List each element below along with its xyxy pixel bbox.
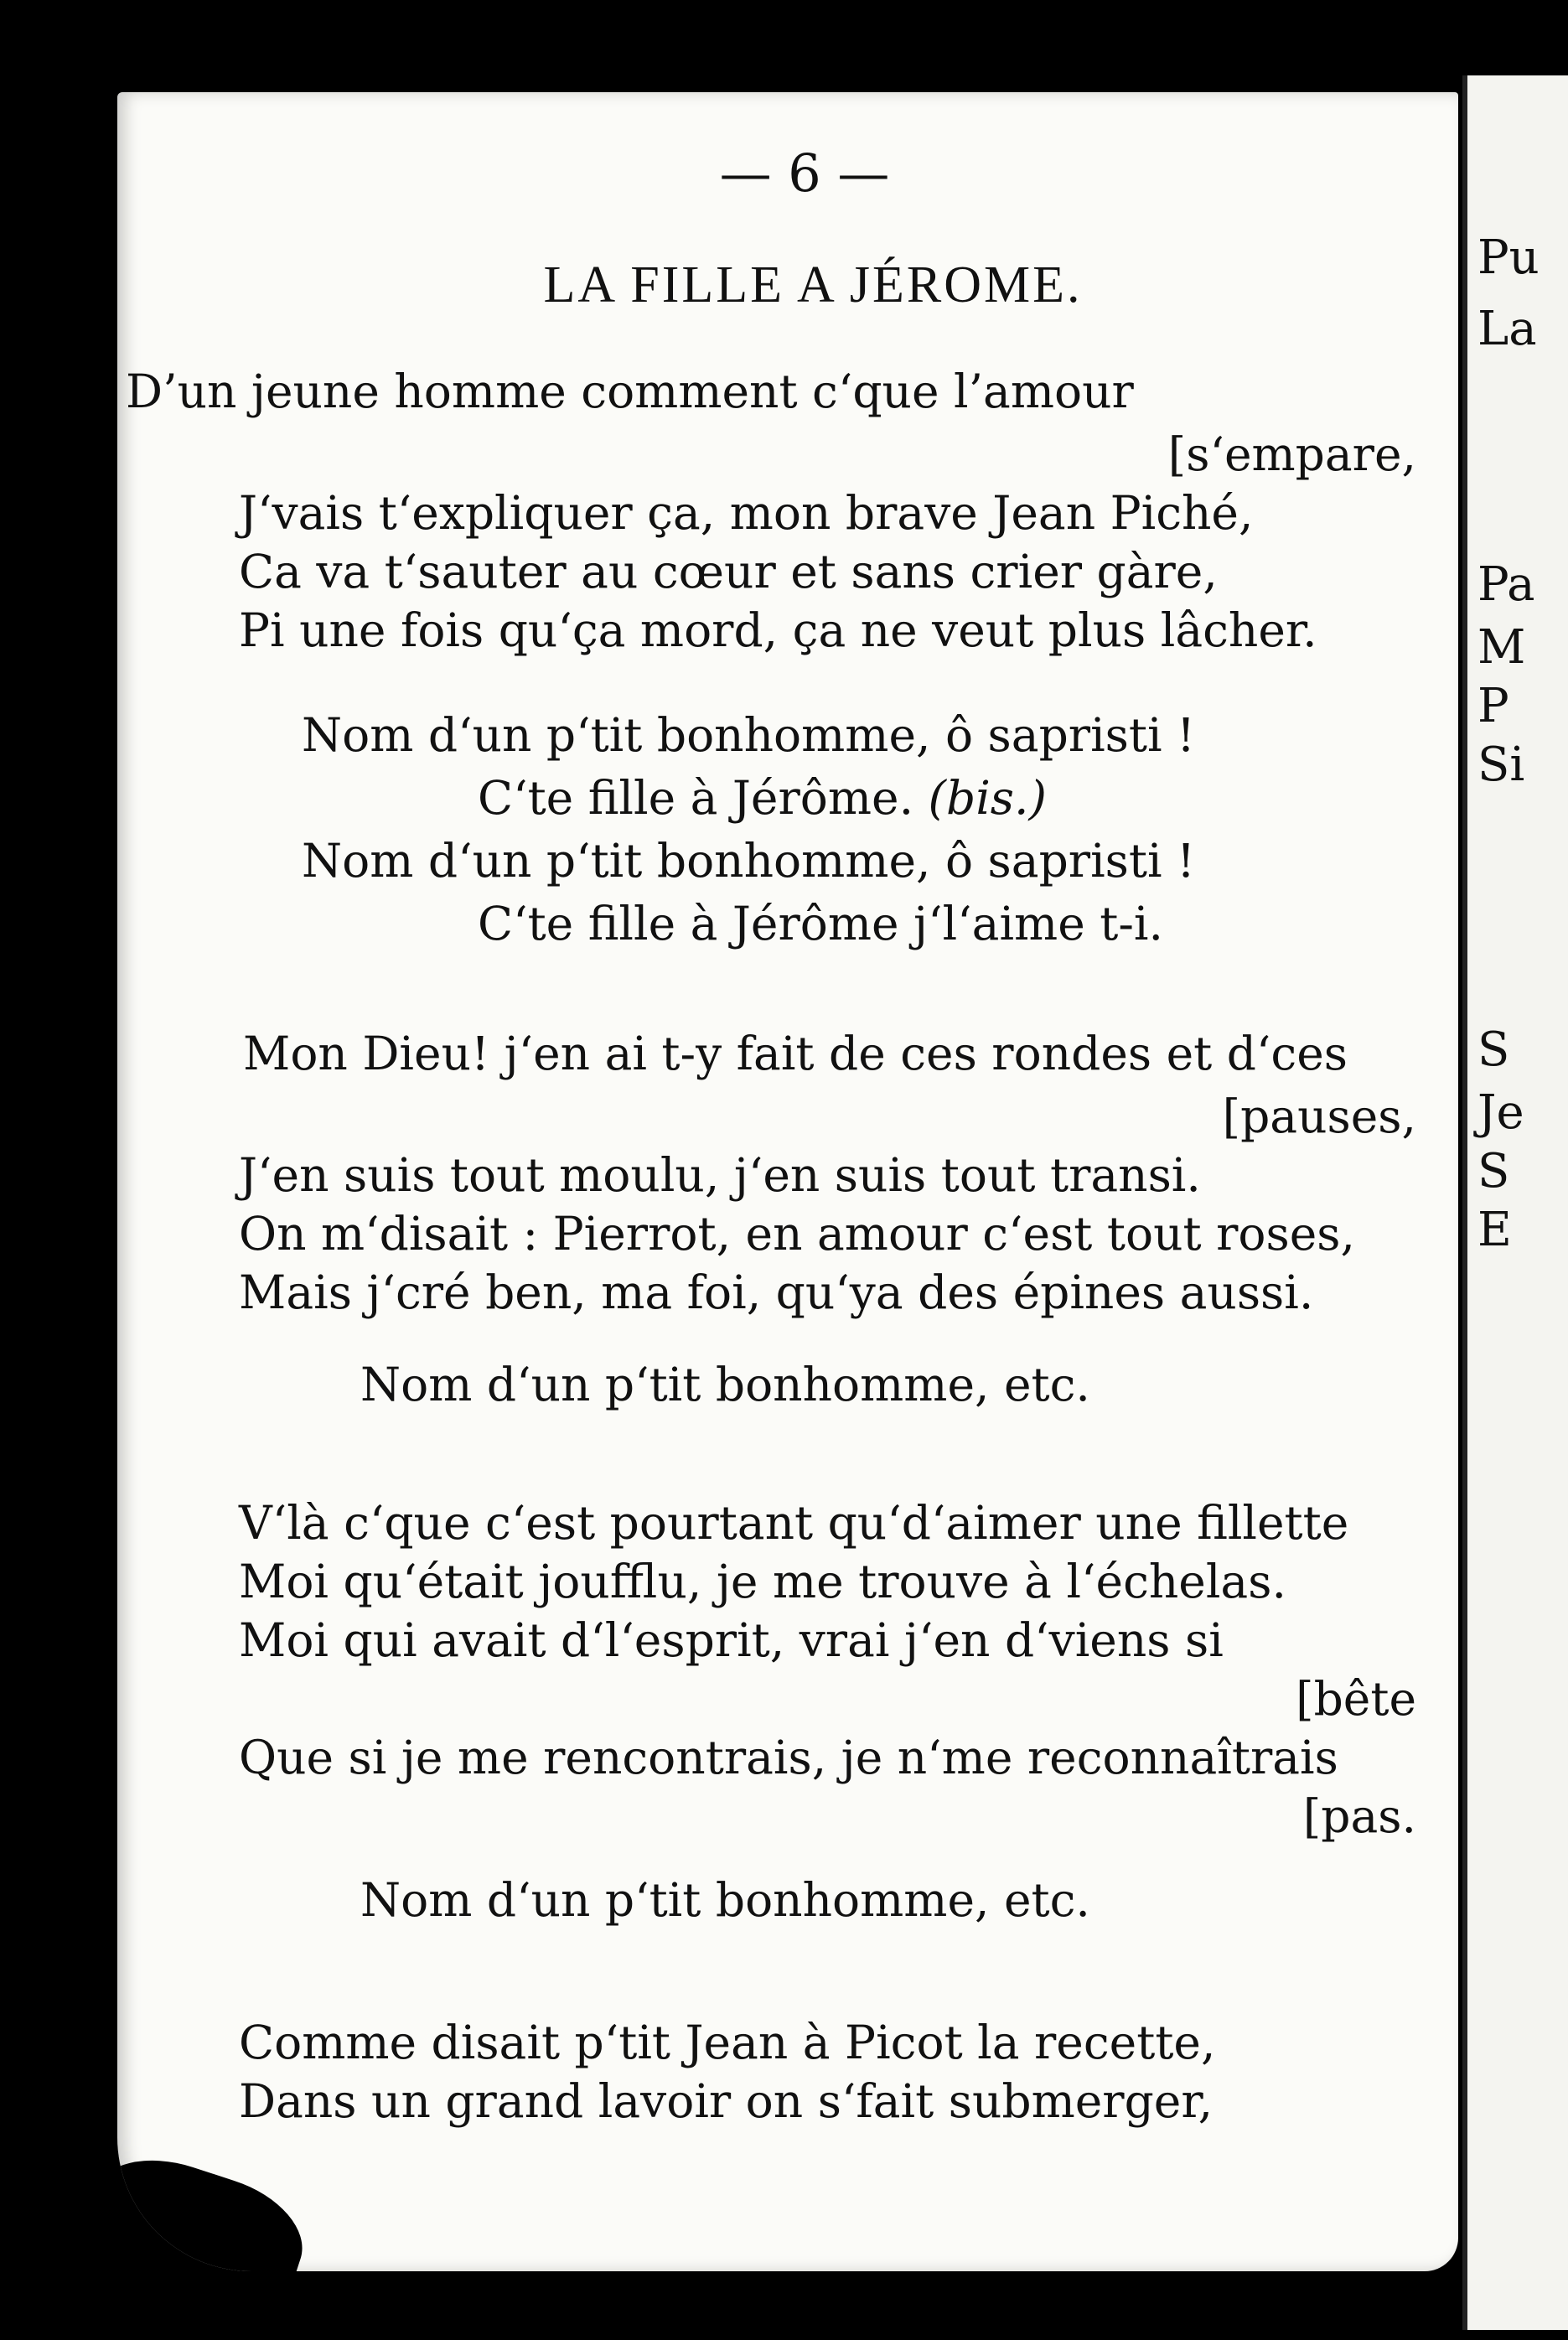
bis-marker: (bis.) [928, 771, 1047, 825]
adjacent-page-edge [1462, 75, 1568, 2330]
verse-line: Dans un grand lavoir on s‘fait submerger, [239, 2074, 1214, 2128]
verse-line: Moi qu‘était joufflu, je me trouve à l‘échelas. [239, 1555, 1286, 1608]
adjacent-page-fragment: P [1477, 679, 1509, 733]
refrain-line [478, 771, 1047, 825]
refrain-line: C‘te fille à Jérôme j‘l‘aime t-i. [478, 897, 1163, 950]
verse-line: J‘en suis tout moulu, j‘en suis tout transi. [239, 1148, 1201, 1202]
verse-line: Comme disait p‘tit Jean à Picot la recette, [239, 2016, 1216, 2069]
poem-title: LA FILLE A JÉROME. [543, 256, 1083, 313]
adjacent-page-fragment: Pa [1477, 557, 1535, 612]
adjacent-page-fragment: Pu [1477, 230, 1540, 285]
verse-line: Mais j‘cré ben, ma foi, qu‘ya des épines aussi. [239, 1266, 1314, 1319]
adjacent-page-fragment: S [1477, 1022, 1510, 1077]
verse-line: Que si je me rencontrais, je n‘me reconnaîtrais [239, 1731, 1338, 1784]
verse-line: [s‘empare, [1167, 427, 1416, 481]
verse-line: [pauses, [1222, 1090, 1416, 1143]
adjacent-page-fragment: E [1477, 1203, 1512, 1257]
verse-line: Ca va t‘sauter au cœur et sans crier gàre, [239, 545, 1218, 598]
book-page [117, 92, 1458, 2271]
page-number: — 6 — [719, 142, 890, 204]
verse-line: On m‘disait : Pierrot, en amour c‘est tout roses, [239, 1207, 1356, 1261]
adjacent-page-fragment: Si [1477, 738, 1525, 792]
verse-line: [pas. [1302, 1789, 1416, 1843]
adjacent-page-fragment: S [1477, 1144, 1510, 1198]
verse-line: D’un jeune homme comment c‘que l’amour [126, 365, 1134, 418]
refrain-reference: Nom d‘un p‘tit bonhomme, etc. [360, 1873, 1090, 1927]
verse-line: Pi une fois qu‘ça mord, ça ne veut plus lâcher. [239, 603, 1317, 657]
refrain-reference: Nom d‘un p‘tit bonhomme, etc. [360, 1358, 1090, 1411]
adjacent-page-fragment: Je [1477, 1085, 1524, 1140]
refrain-line: Nom d‘un p‘tit bonhomme, ô sapristi ! [302, 708, 1196, 762]
verse-line: Moi qui avait d‘l‘esprit, vrai j‘en d‘viens si [239, 1613, 1224, 1667]
verse-line: V‘là c‘que c‘est pourtant qu‘d‘aimer une fillette [239, 1496, 1349, 1550]
refrain-text: C‘te fille à Jérôme. [478, 771, 929, 825]
refrain-line: Nom d‘un p‘tit bonhomme, ô sapristi ! [302, 834, 1196, 888]
adjacent-page-fragment: M [1477, 620, 1526, 675]
adjacent-page-fragment: La [1477, 302, 1537, 356]
verse-line: J‘vais t‘expliquer ça, mon brave Jean Piché, [239, 486, 1254, 540]
verse-line: [bête [1296, 1672, 1416, 1726]
verse-line: Mon Dieu! j‘en ai t-y fait de ces rondes et d‘ces [243, 1027, 1348, 1080]
